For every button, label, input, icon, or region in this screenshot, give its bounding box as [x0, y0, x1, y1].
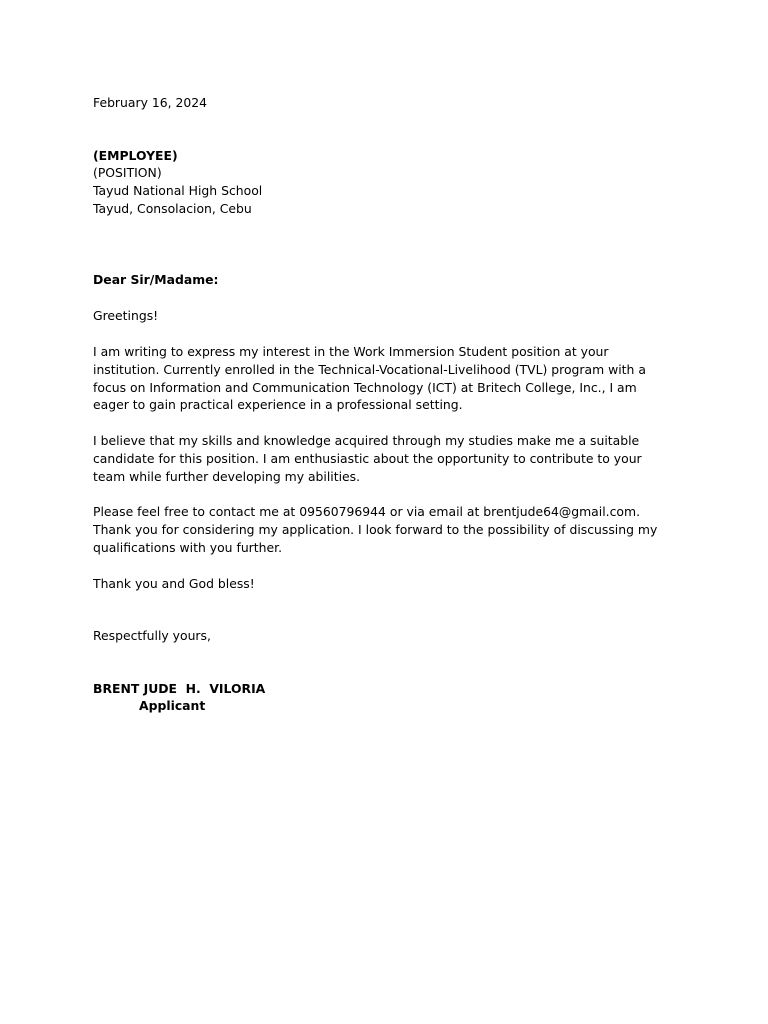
- paragraph-line: I believe that my skills and knowledge acquired through my studies make me a suitable: [93, 433, 640, 448]
- recipient-school: Tayud National High School: [93, 183, 263, 198]
- paragraph-line: eager to gain practical experience in a professional setting.: [93, 397, 463, 413]
- recipient-address: Tayud, Consolacion, Cebu: [93, 201, 252, 216]
- paragraph-line: Thank you for considering my application. I look forward to the possibility of discussing my: [93, 521, 658, 537]
- paragraph-line: institution. Currently enrolled in the Technical-Vocational-Livelihood (TVL) program with a: [93, 361, 646, 377]
- greeting: Greetings!: [93, 308, 159, 323]
- body-paragraph-3: [93, 503, 657, 556]
- paragraph-line: team while further developing my abilities.: [93, 468, 361, 484]
- recipient-name: (EMPLOYEE): [93, 148, 178, 163]
- body-paragraph-1: [93, 343, 646, 414]
- closing-thanks: Thank you and God bless!: [93, 576, 255, 591]
- salutation: Dear Sir/Madame:: [93, 272, 219, 287]
- letter-date: February 16, 2024: [93, 95, 208, 110]
- signature-title: Applicant: [139, 698, 206, 713]
- signature-name: BRENT JUDE H. VILORIA: [93, 681, 266, 696]
- paragraph-line: focus on Information and Communication Technology (ICT) at Britech College, Inc., I am: [93, 379, 637, 395]
- paragraph-line: candidate for this position. I am enthusiastic about the opportunity to contribute to your: [93, 450, 642, 466]
- paragraph-line: qualifications with you further.: [93, 539, 283, 555]
- recipient-position: (POSITION): [93, 165, 162, 180]
- paragraph-line: I am writing to express my interest in the Work Immersion Student position at your: [93, 344, 609, 359]
- paragraph-line: Please feel free to contact me at 09560796944 or via email at brentjude64@gmail.com.: [93, 504, 641, 519]
- body-paragraph-2: [93, 432, 642, 485]
- complimentary-close: Respectfully yours,: [93, 628, 211, 643]
